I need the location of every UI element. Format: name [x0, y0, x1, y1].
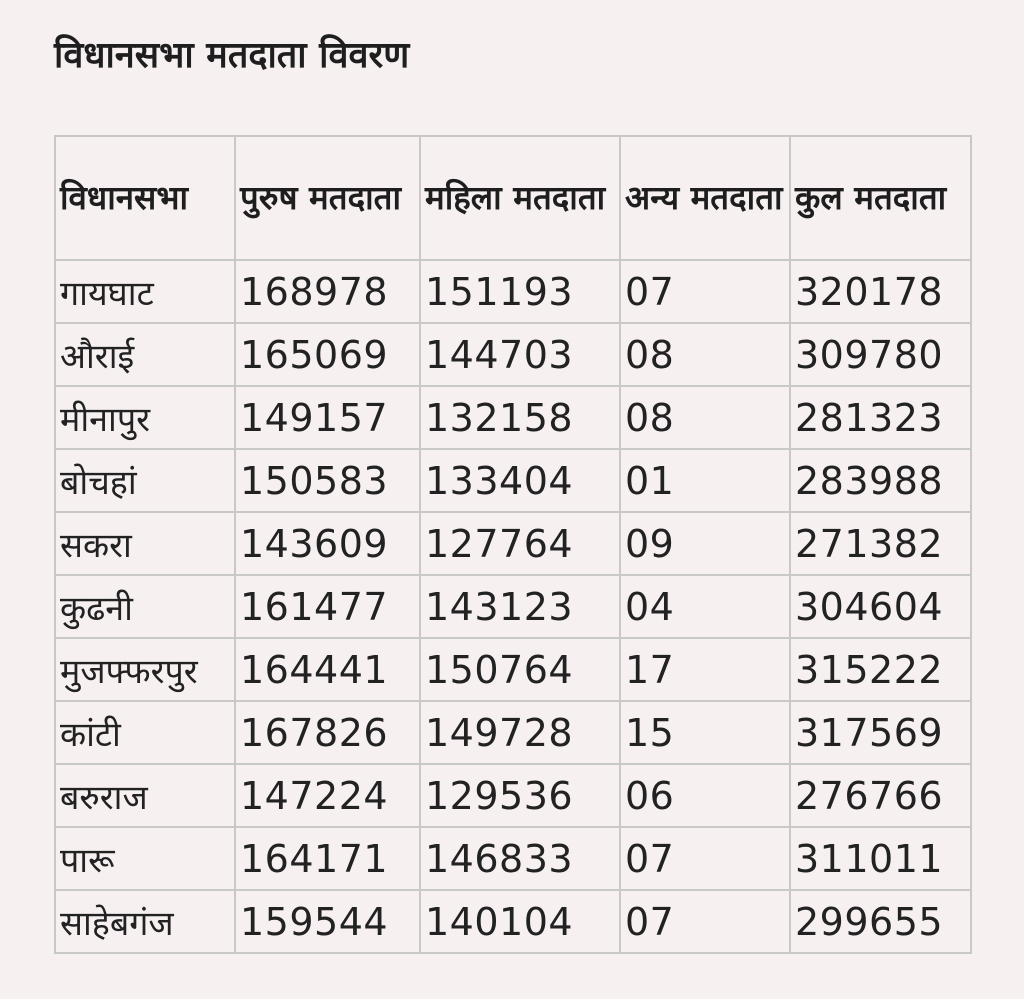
cell-total-voters: 276766: [790, 764, 971, 827]
cell-total-voters: 317569: [790, 701, 971, 764]
cell-other-voters: 07: [620, 890, 790, 953]
cell-male-voters: 164171: [235, 827, 420, 890]
voter-table: [54, 135, 972, 954]
cell-total-voters: 311011: [790, 827, 971, 890]
cell-male-voters: 159544: [235, 890, 420, 953]
cell-female-voters: 143123: [420, 575, 620, 638]
cell-other-voters: 06: [620, 764, 790, 827]
cell-other-voters: 17: [620, 638, 790, 701]
table-row: [55, 827, 971, 890]
header-male-voters: पुरुष मतदाता: [235, 136, 420, 260]
cell-female-voters: 144703: [420, 323, 620, 386]
cell-assembly-name: बरुराज: [55, 764, 235, 827]
cell-total-voters: 320178: [790, 260, 971, 323]
cell-male-voters: 143609: [235, 512, 420, 575]
cell-total-voters: 315222: [790, 638, 971, 701]
table-body: [55, 260, 971, 953]
cell-female-voters: 127764: [420, 512, 620, 575]
cell-assembly-name: पारू: [55, 827, 235, 890]
cell-male-voters: 147224: [235, 764, 420, 827]
cell-male-voters: 161477: [235, 575, 420, 638]
table-row: [55, 512, 971, 575]
header-assembly: विधानसभा: [55, 136, 235, 260]
cell-male-voters: 168978: [235, 260, 420, 323]
cell-total-voters: 271382: [790, 512, 971, 575]
cell-other-voters: 07: [620, 827, 790, 890]
cell-other-voters: 09: [620, 512, 790, 575]
cell-total-voters: 299655: [790, 890, 971, 953]
cell-male-voters: 165069: [235, 323, 420, 386]
table-row: [55, 260, 971, 323]
cell-other-voters: 15: [620, 701, 790, 764]
header-total-voters: कुल मतदाता: [790, 136, 971, 260]
header-female-voters: महिला मतदाता: [420, 136, 620, 260]
cell-assembly-name: गायघाट: [55, 260, 235, 323]
cell-other-voters: 07: [620, 260, 790, 323]
cell-female-voters: 149728: [420, 701, 620, 764]
cell-assembly-name: औराई: [55, 323, 235, 386]
cell-female-voters: 132158: [420, 386, 620, 449]
table-row: [55, 701, 971, 764]
header-other-voters: अन्य मतदाता: [620, 136, 790, 260]
cell-assembly-name: मीनापुर: [55, 386, 235, 449]
page-title: विधानसभा मतदाता विवरण: [54, 35, 410, 76]
cell-total-voters: 304604: [790, 575, 971, 638]
table-row: [55, 764, 971, 827]
cell-assembly-name: सकरा: [55, 512, 235, 575]
cell-other-voters: 01: [620, 449, 790, 512]
cell-assembly-name: कांटी: [55, 701, 235, 764]
cell-female-voters: 140104: [420, 890, 620, 953]
cell-assembly-name: मुजफ्फरपुर: [55, 638, 235, 701]
table-header: [55, 136, 971, 260]
cell-male-voters: 164441: [235, 638, 420, 701]
cell-female-voters: 129536: [420, 764, 620, 827]
cell-assembly-name: कुढनी: [55, 575, 235, 638]
cell-assembly-name: साहेबगंज: [55, 890, 235, 953]
table-row: [55, 449, 971, 512]
table-row: [55, 323, 971, 386]
cell-female-voters: 151193: [420, 260, 620, 323]
cell-female-voters: 133404: [420, 449, 620, 512]
cell-total-voters: 281323: [790, 386, 971, 449]
cell-total-voters: 283988: [790, 449, 971, 512]
cell-total-voters: 309780: [790, 323, 971, 386]
cell-other-voters: 08: [620, 386, 790, 449]
table-row: [55, 575, 971, 638]
table-row: [55, 386, 971, 449]
cell-female-voters: 146833: [420, 827, 620, 890]
cell-male-voters: 167826: [235, 701, 420, 764]
cell-other-voters: 04: [620, 575, 790, 638]
cell-assembly-name: बोचहां: [55, 449, 235, 512]
cell-female-voters: 150764: [420, 638, 620, 701]
table-row: [55, 638, 971, 701]
cell-male-voters: 149157: [235, 386, 420, 449]
header-row: [55, 136, 971, 260]
table-row: [55, 890, 971, 953]
cell-male-voters: 150583: [235, 449, 420, 512]
cell-other-voters: 08: [620, 323, 790, 386]
